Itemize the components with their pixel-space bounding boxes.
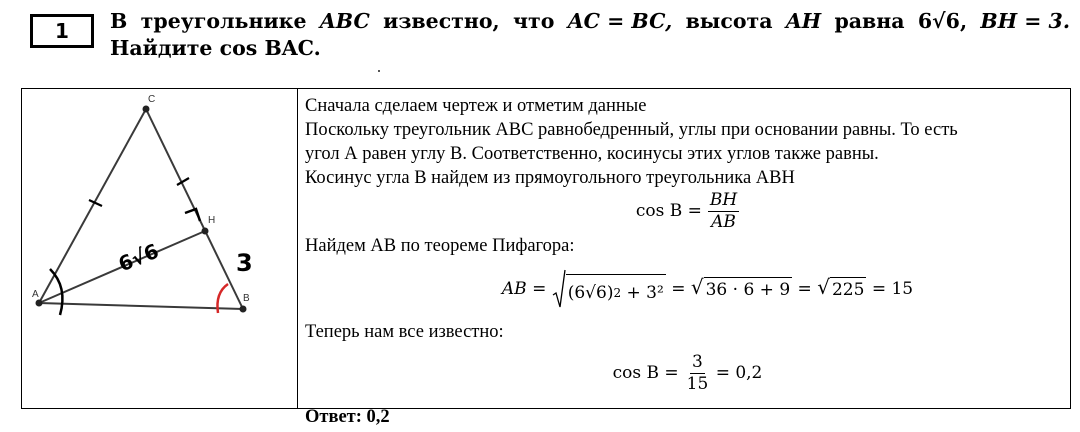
solution-table <box>21 88 1071 427</box>
eq2-plus: + 3² <box>626 282 664 303</box>
equation-final <box>305 344 1070 402</box>
equation-pythagoras <box>345 258 1070 320</box>
label-h: H <box>208 215 216 226</box>
word: треугольнике <box>140 9 307 33</box>
word: В <box>110 9 128 33</box>
equation-cos-b <box>305 188 1070 234</box>
eq1-lhs: cos B = <box>635 201 702 221</box>
eq1-numerator: BH <box>709 189 738 210</box>
problem-line-1 <box>110 8 1070 35</box>
condition: AC = BC, <box>567 9 673 33</box>
eq3-lhs: cos B = <box>612 363 679 383</box>
point-a <box>36 300 43 307</box>
fraction-3-15 <box>685 352 711 395</box>
eq3-numerator: 3 <box>692 351 703 372</box>
eq2-r1: 36 · 6 + 9 <box>704 277 793 302</box>
radical-2: √ 36 · 6 + 9 <box>690 274 791 300</box>
triangle-name: ABC <box>319 9 370 33</box>
eq1-denominator: AB <box>711 211 736 232</box>
eq2-result: = 15 <box>871 279 914 299</box>
stray-dot <box>378 70 380 72</box>
fraction-bh-ab <box>708 190 739 233</box>
figure-cell <box>22 89 298 408</box>
problem-line-2: Найдите cos BAC. <box>110 36 321 60</box>
solution-line: Сначала сделаем чертеж и отметим данные <box>305 96 647 116</box>
solution-line: Косинус угла B найдем из прямоугольного треугольника ABH <box>305 168 795 188</box>
altitude-value: 6√6, <box>917 9 968 33</box>
big-radical <box>552 269 666 309</box>
eq3-rhs: = 0,2 <box>715 363 763 383</box>
eq2-inner: (6√6) <box>567 282 614 303</box>
point-h <box>202 228 209 235</box>
eq2-square: 2 <box>613 285 622 300</box>
label-a: A <box>32 289 39 300</box>
word: равна <box>834 9 905 33</box>
task-number-box <box>30 14 94 48</box>
radical-sign-icon <box>552 269 566 309</box>
task-number: 1 <box>55 19 69 43</box>
solution-line: Поскольку треугольник ABC равнобедренный, углы при основании равны. То есть <box>305 120 958 140</box>
solution-line: угол А равен углу В. Соответственно, косинусы этих углов также равны. <box>305 144 879 164</box>
known-line: Теперь нам все известно: <box>305 322 504 342</box>
eq3-denominator: 15 <box>686 373 709 394</box>
point-c <box>143 106 150 113</box>
radical-3: √ 225 <box>817 274 865 300</box>
label-c: C <box>148 94 156 105</box>
solution-text-cell <box>298 89 1070 427</box>
word: что <box>513 9 555 33</box>
answer: Ответ: 0,2 <box>305 407 390 427</box>
bh-label: 3 <box>236 249 253 277</box>
point-b <box>240 306 247 313</box>
right-angle-mark <box>185 209 200 221</box>
bh-value: BH = 3. <box>980 9 1070 33</box>
problem-statement <box>110 8 1070 62</box>
pythagoras-intro: Найдем AB по теореме Пифагора: <box>305 236 575 256</box>
word: известно, <box>383 9 500 33</box>
eq2-eq: = <box>671 279 686 299</box>
eq2-eq2: = <box>797 279 812 299</box>
eq2-r2: 225 <box>830 277 866 302</box>
angle-a-mark <box>50 269 62 315</box>
word: высота <box>685 9 773 33</box>
side-ab <box>39 303 243 309</box>
altitude-label: 6√6 <box>114 238 163 277</box>
label-b: B <box>243 293 250 304</box>
altitude-name: AH <box>785 9 822 33</box>
triangle-figure <box>22 89 296 408</box>
eq2-lhs: AB = <box>501 279 547 299</box>
